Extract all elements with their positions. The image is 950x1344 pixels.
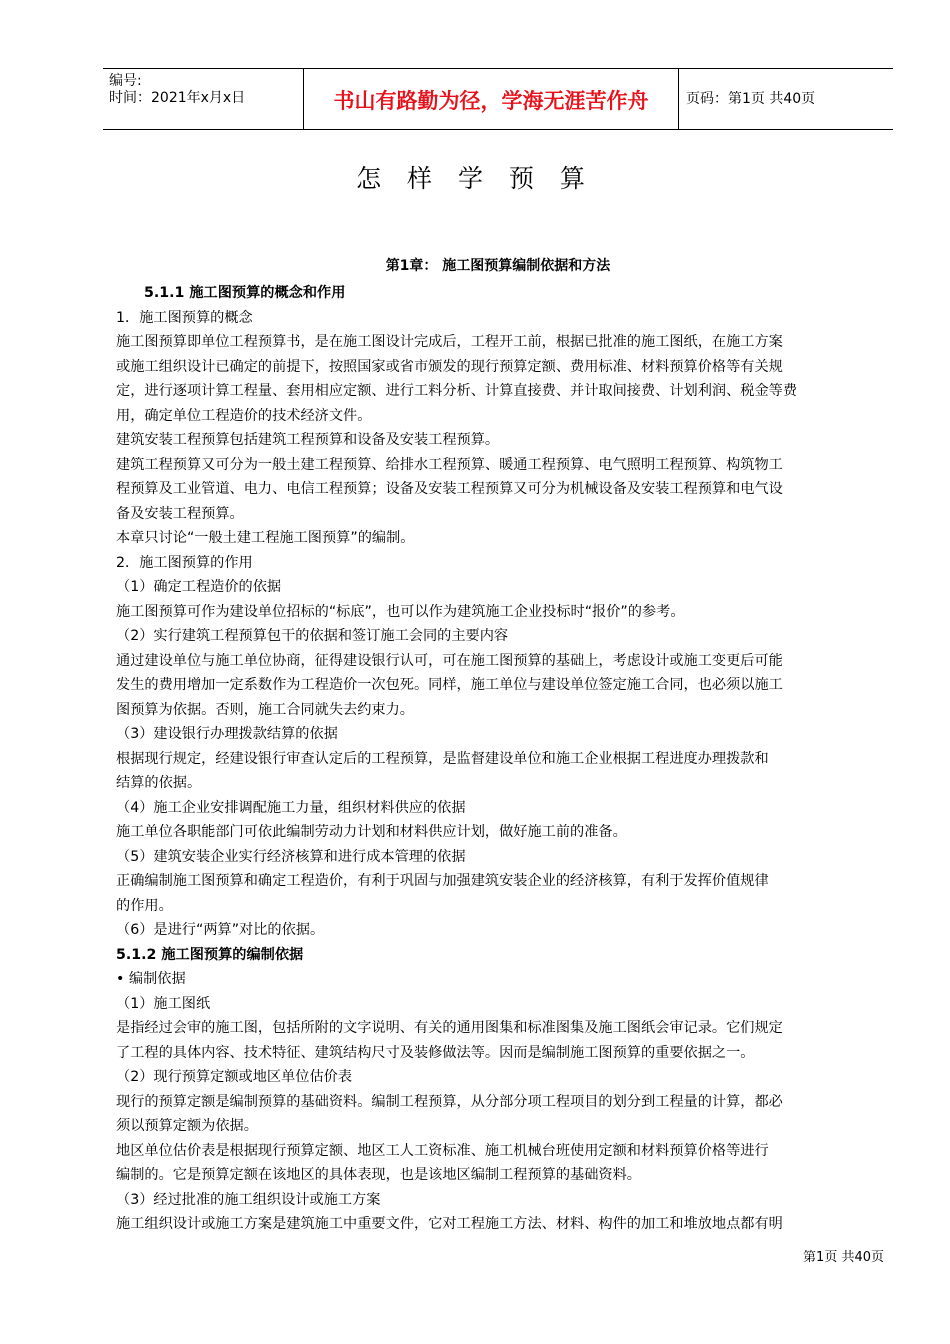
paragraph-line: 图预算为依据。否则，施工合同就失去约束力。 <box>116 701 414 718</box>
paragraph-line: 建筑工程预算又可分为一般土建工程预算、给排水工程预算、暖通工程预算、电气照明工程预算、构筑物工 <box>116 456 783 473</box>
item-heading: （1）确定工程造价的依据 <box>116 579 282 595</box>
header-motto-cell <box>303 69 679 129</box>
chapter-heading: 第1章： 施工图预算编制依据和方法 <box>385 258 611 274</box>
document-title: 怎 样 学 预 算 <box>356 164 594 193</box>
item-heading: （2）现行预算定额或地区单位估价表 <box>116 1069 353 1085</box>
paragraph-line: 了工程的具体内容、技术特征、建筑结构尺寸及装修做法等。因而是编制施工图预算的重要依据之一。 <box>116 1044 755 1061</box>
section-heading: 5.1.2 施工图预算的编制依据 <box>116 946 304 963</box>
item-heading: （2）实行建筑工程预算包干的依据和签订施工会同的主要内容 <box>116 628 509 644</box>
document-time-label: 时间：2021年x月x日 <box>109 90 246 106</box>
paragraph-line: 本章只讨论“一般土建工程施工图预算”的编制。 <box>116 530 415 546</box>
paragraph-line: 程预算及工业管道、电力、电信工程预算；设备及安装工程预算又可分为机械设备及安装工程预算和电气设 <box>116 481 783 497</box>
paragraph-line: 定，进行逐项计算工程量、套用相应定额、进行工料分析、计算直接费、并计取间接费、计划利润、税金等费 <box>116 383 798 399</box>
paragraph-line: 的作用。 <box>116 897 173 914</box>
item-heading: （1）施工图纸 <box>116 995 211 1012</box>
paragraph-line: 现行的预算定额是编制预算的基础资料。编制工程预算，从分部分项工程项目的划分到工程量的计算，都必 <box>116 1093 783 1110</box>
paragraph-line: 通过建设单位与施工单位协商，征得建设银行认可，可在施工图预算的基础上，考虑设计或施工变更后可能 <box>116 652 783 669</box>
paragraph-line: 地区单位估价表是根据现行预算定额、地区工人工资标准、施工机械台班使用定额和材料预算价格等进行 <box>116 1142 769 1159</box>
paragraph-line: 须以预算定额为依据。 <box>116 1118 258 1134</box>
paragraph-line: 施工图预算可作为建设单位招标的“标底”，也可以作为建筑施工企业投标时“报价”的参考。 <box>116 603 685 620</box>
document-body <box>116 281 886 1237</box>
item-heading: （3）经过批准的施工组织设计或施工方案 <box>116 1191 381 1208</box>
paragraph-line: 用，确定单位工程造价的技术经济文件。 <box>116 407 372 424</box>
paragraph-line: 或施工组织设计已确定的前提下，按照国家或省市颁发的现行预算定额、费用标准、材料预算价格等有关规 <box>116 358 783 375</box>
paragraph-line: 施工单位各职能部门可依此编制劳动力计划和材料供应计划，做好施工前的准备。 <box>116 824 627 840</box>
header-page-cell <box>678 69 893 129</box>
subsection-heading: 1．施工图预算的概念 <box>116 309 253 326</box>
item-heading: （3）建设银行办理拨款结算的依据 <box>116 726 338 742</box>
paragraph-line: 根据现行规定，经建设银行审查认定后的工程预算，是监督建设单位和施工企业根据工程进度办理拨款和 <box>116 750 769 767</box>
subsection-heading: 2．施工图预算的作用 <box>116 554 253 571</box>
paragraph-line: 结算的依据。 <box>116 775 202 791</box>
item-heading: （5）建筑安装企业实行经济核算和进行成本管理的依据 <box>116 848 466 865</box>
item-heading: （4）施工企业安排调配施工力量，组织材料供应的依据 <box>116 799 466 816</box>
section-heading: 5.1.1 施工图预算的概念和作用 <box>144 285 346 301</box>
header-info-cell <box>103 69 303 129</box>
page-code: 页码：第1页 共40页 <box>686 91 816 107</box>
paragraph-line: 发生的费用增加一定系数作为工程造价一次包死。同样，施工单位与建设单位签定施工合同，也必须以施工 <box>116 677 783 693</box>
paragraph-line: 备及安装工程预算。 <box>116 505 244 522</box>
header-table <box>103 68 893 130</box>
paragraph-line: 施工组织设计或施工方案是建筑施工中重要文件，它对工程施工方法、材料、构件的加工和堆放地点都有明 <box>116 1216 783 1232</box>
bullet-item: • 编制依据 <box>116 971 186 987</box>
item-heading: （6）是进行“两算”对比的依据。 <box>116 922 325 938</box>
paragraph-line: 正确编制施工图预算和确定工程造价，有利于巩固与加强建筑安装企业的经济核算，有利于发挥价值规律 <box>116 873 769 889</box>
page-footer: 第1页 共40页 <box>803 1250 884 1265</box>
paragraph-line: 是指经过会审的施工图，包括所附的文字说明、有关的通用图集和标准图集及施工图纸会审记录。它们规定 <box>116 1020 783 1036</box>
paragraph-line: 建筑安装工程预算包括建筑工程预算和设备及安装工程预算。 <box>116 432 500 448</box>
motto-text: 书山有路勤为径，学海无涯苦作舟 <box>333 89 649 113</box>
document-number-label: 编号: <box>109 73 142 89</box>
paragraph-line: 施工图预算即单位工程预算书，是在施工图设计完成后，工程开工前，根据已批准的施工图纸，在施工方案 <box>116 334 783 350</box>
paragraph-line: 编制的。它是预算定额在该地区的具体表现，也是该地区编制工程预算的基础资料。 <box>116 1167 641 1183</box>
